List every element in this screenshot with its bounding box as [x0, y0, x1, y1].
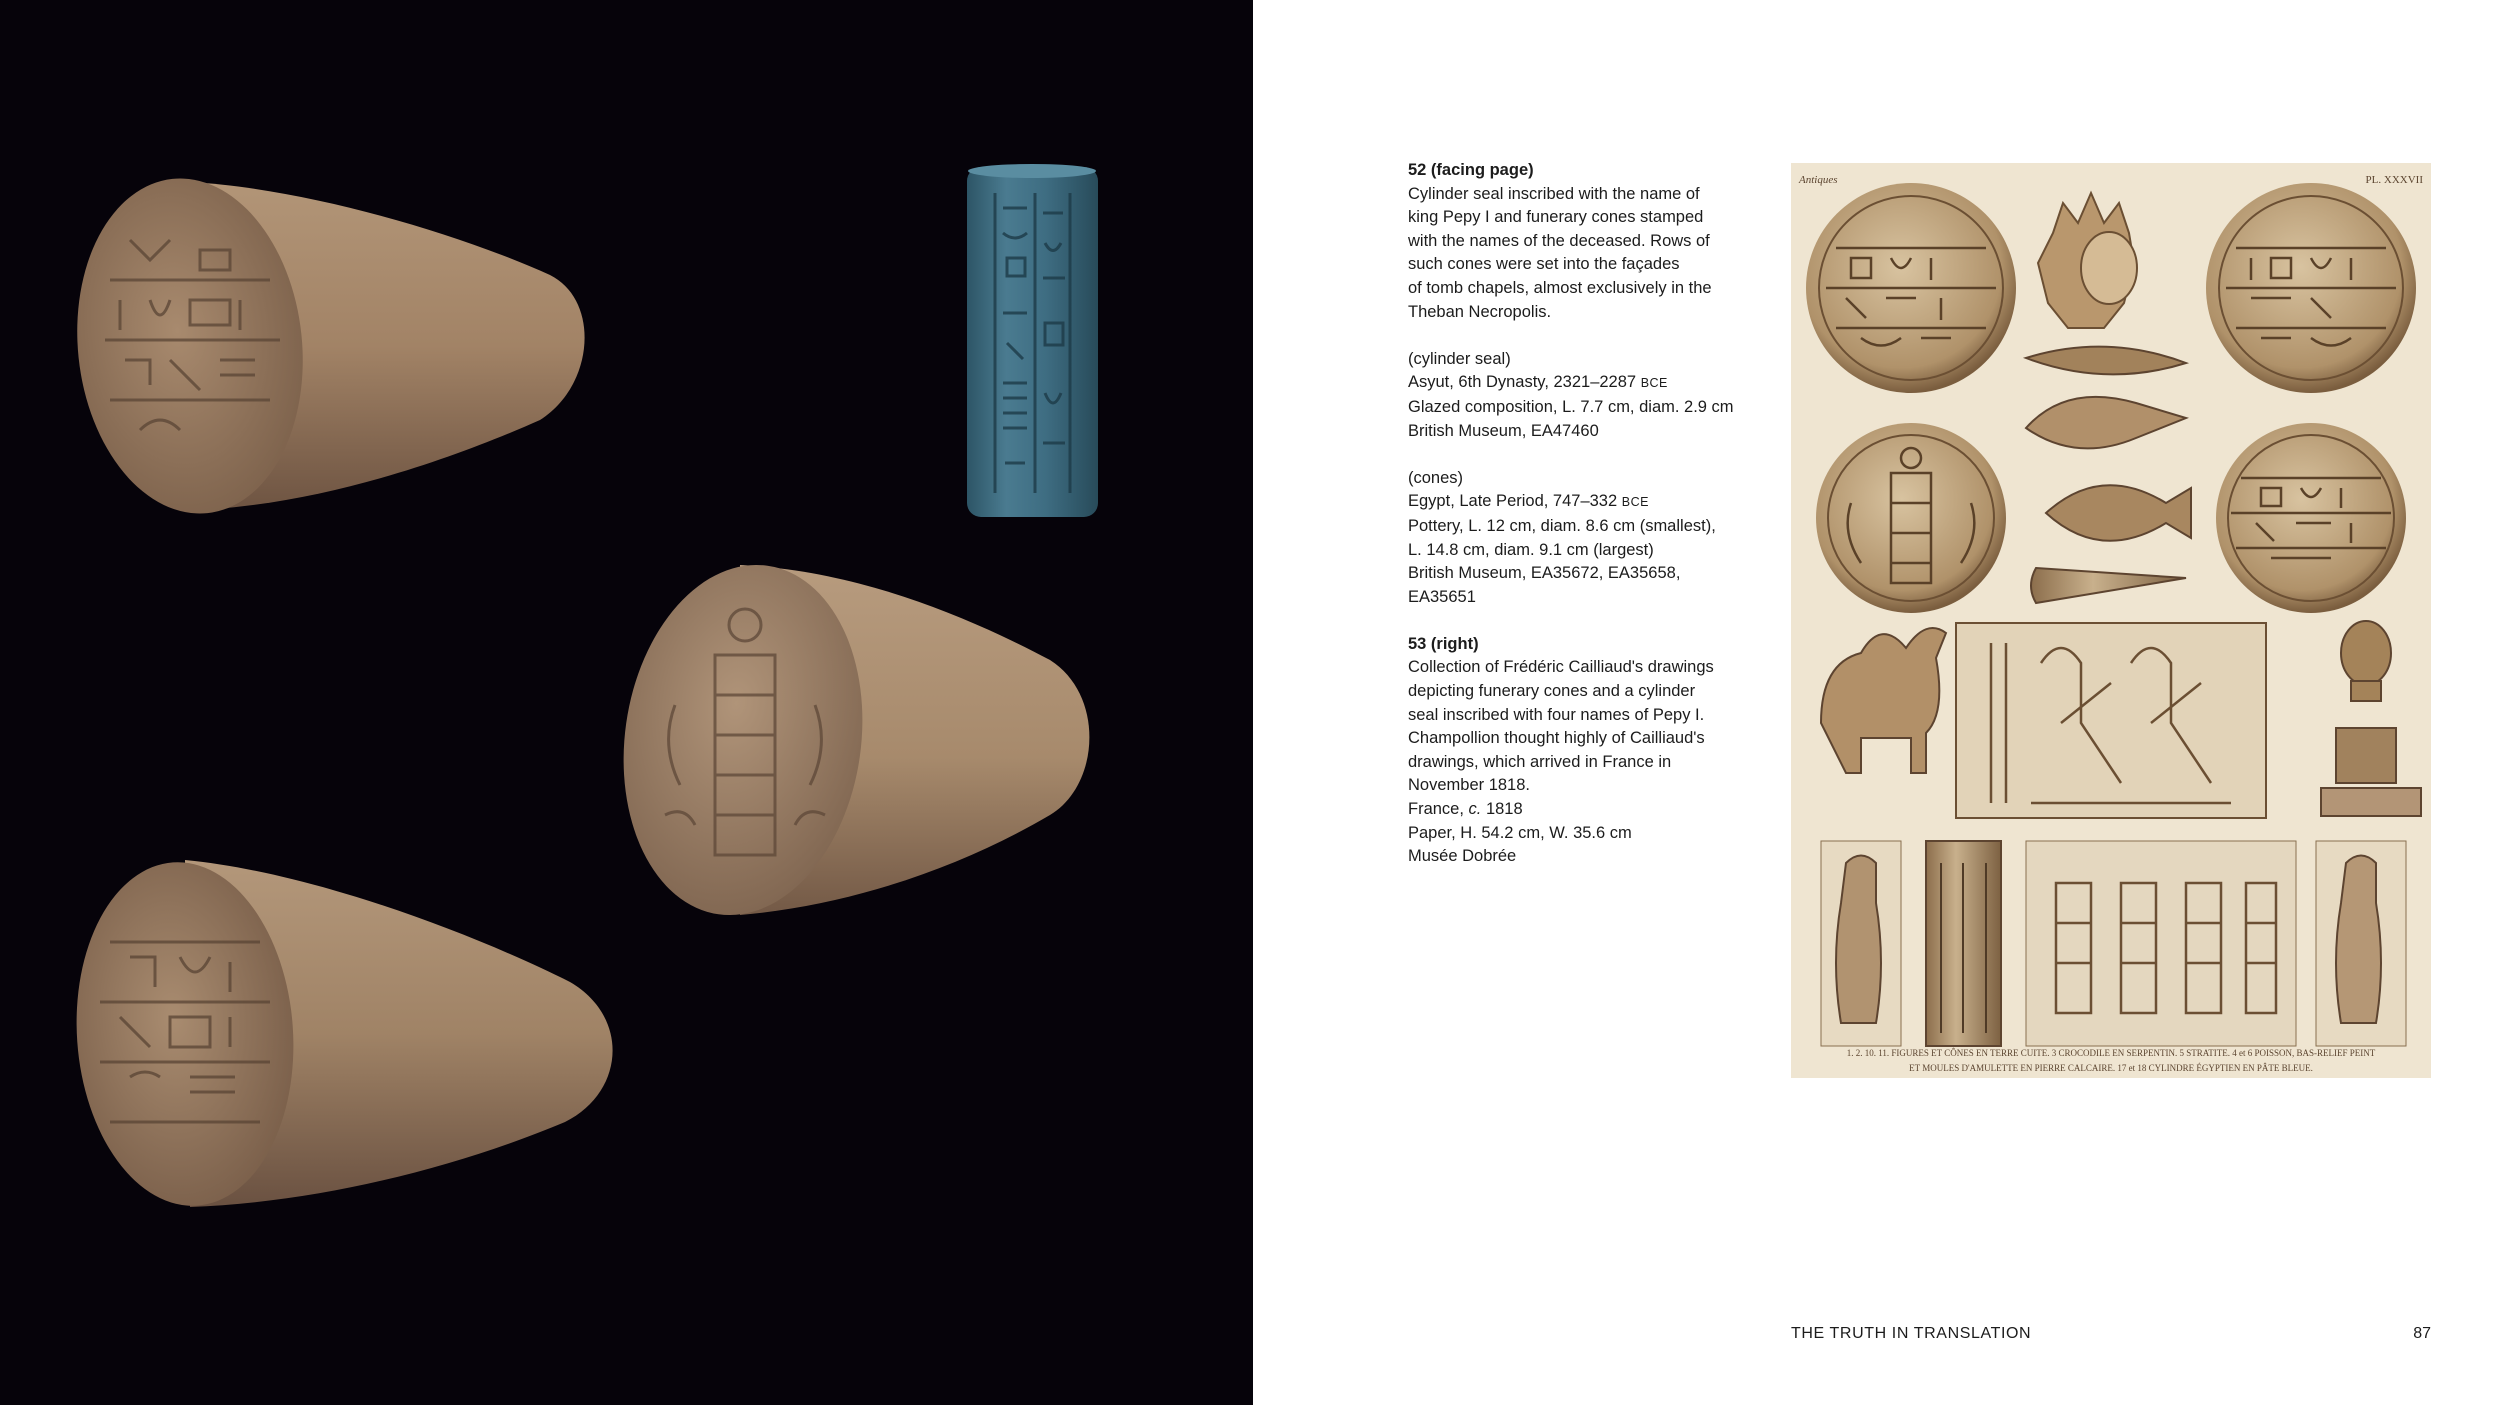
plate-figure-left — [1821, 841, 1901, 1046]
text-page — [1253, 0, 2510, 1405]
plate-amulet-block — [2336, 728, 2396, 783]
seal-date — [1408, 371, 1738, 396]
seal-era: BCE — [1640, 376, 1668, 391]
plate-cylinder — [1926, 841, 2001, 1046]
fig53-date-circa: c. — [1468, 800, 1482, 819]
plate-footer-line2: ET MOULES D'AMULETTE EN PIERRE CALCAIRE. 17 et 18 CYLINDRE ÉGYPTIEN EN PÂTE BLEUE. — [1909, 1063, 2313, 1073]
fig53-date — [1408, 798, 1738, 822]
figure-captions — [1408, 159, 1738, 869]
plate-relief-panel — [1956, 623, 2266, 818]
seal-label: (cylinder seal) — [1408, 349, 1511, 368]
plate-disc-middle-left — [1816, 423, 2006, 613]
seal-date-text: Asyut, 6th Dynasty, 2321–2287 — [1408, 373, 1641, 392]
plate-disc-top-left — [1806, 183, 2016, 393]
fig53-line: Champollion thought highly of Cailliaud's — [1408, 729, 1705, 748]
cones-date — [1408, 490, 1738, 515]
fig53-location: Musée Dobrée — [1408, 847, 1517, 866]
fig53-line: Collection of Frédéric Cailliaud's drawings — [1408, 658, 1714, 677]
plate-footer-line1: 1. 2. 10. 11. FIGURES ET CÔNES EN TERRE CUITE. 3 CROCODILE EN SERPENTIN. 5 STRATITE. 4 et 6 POISSON, BAS-RELIEF PEINT — [1846, 1048, 2376, 1058]
plate-header-right: PL. XXXVII — [2365, 174, 2423, 186]
seal-location: British Museum, EA47460 — [1408, 421, 1599, 440]
plate-disc-top-right — [2206, 183, 2416, 393]
fig53-line: November 1818. — [1408, 776, 1530, 795]
cones-line: Pottery, L. 12 cm, diam. 8.6 cm (smallest), — [1408, 516, 1716, 535]
fig53-line: drawings, which arrived in France in — [1408, 752, 1672, 771]
fig52-line: such cones were set into the façades — [1408, 255, 1680, 274]
photo-page — [0, 0, 1253, 1405]
page-number: 87 — [2413, 1325, 2431, 1342]
fig53-heading: 53 (right) — [1408, 634, 1479, 653]
fig53-line: depicting funerary cones and a cylinder — [1408, 682, 1696, 701]
plate-header-left: Antiques — [1799, 174, 1838, 186]
fig53-date-prefix: France, — [1408, 800, 1469, 819]
fig52-heading: 52 (facing page) — [1408, 161, 1534, 179]
fig53-date-year: 1818 — [1481, 800, 1523, 819]
fig52-line: king Pepy I and funerary cones stamped — [1408, 208, 1704, 227]
plate-seal-impression — [2026, 841, 2296, 1046]
cylinder-seal — [965, 163, 1100, 521]
cones-line: L. 14.8 cm, diam. 9.1 cm (largest) — [1408, 540, 1654, 559]
plate-figure-right — [2316, 841, 2406, 1046]
fig52-line: Cylinder seal inscribed with the name of — [1408, 184, 1700, 203]
seal-material: Glazed composition, L. 7.7 cm, diam. 2.9 cm — [1408, 397, 1734, 416]
plate-bar — [2321, 788, 2421, 816]
cailliaud-plate — [1791, 163, 2431, 1078]
funerary-cone-bottom — [70, 852, 630, 1222]
cones-era: BCE — [1621, 495, 1649, 510]
plate-disc-middle-right — [2216, 423, 2406, 613]
fig53-line: seal inscribed with four names of Pepy I. — [1408, 705, 1705, 724]
cones-date-text: Egypt, Late Period, 747–332 — [1408, 492, 1622, 511]
fig52-line: with the names of the deceased. Rows of — [1408, 231, 1710, 250]
cones-label: (cones) — [1408, 468, 1464, 487]
funerary-cone-middle — [605, 555, 1105, 925]
fig53-material: Paper, H. 54.2 cm, W. 35.6 cm — [1408, 823, 1632, 842]
fig52-line: of tomb chapels, almost exclusively in the — [1408, 278, 1712, 297]
running-head: THE TRUTH IN TRANSLATION — [1791, 1325, 2032, 1342]
cones-line: British Museum, EA35672, EA35658, — [1408, 564, 1681, 583]
funerary-cone-top — [70, 160, 610, 540]
cones-line: EA35651 — [1408, 587, 1476, 606]
fig52-line: Theban Necropolis. — [1408, 302, 1552, 321]
